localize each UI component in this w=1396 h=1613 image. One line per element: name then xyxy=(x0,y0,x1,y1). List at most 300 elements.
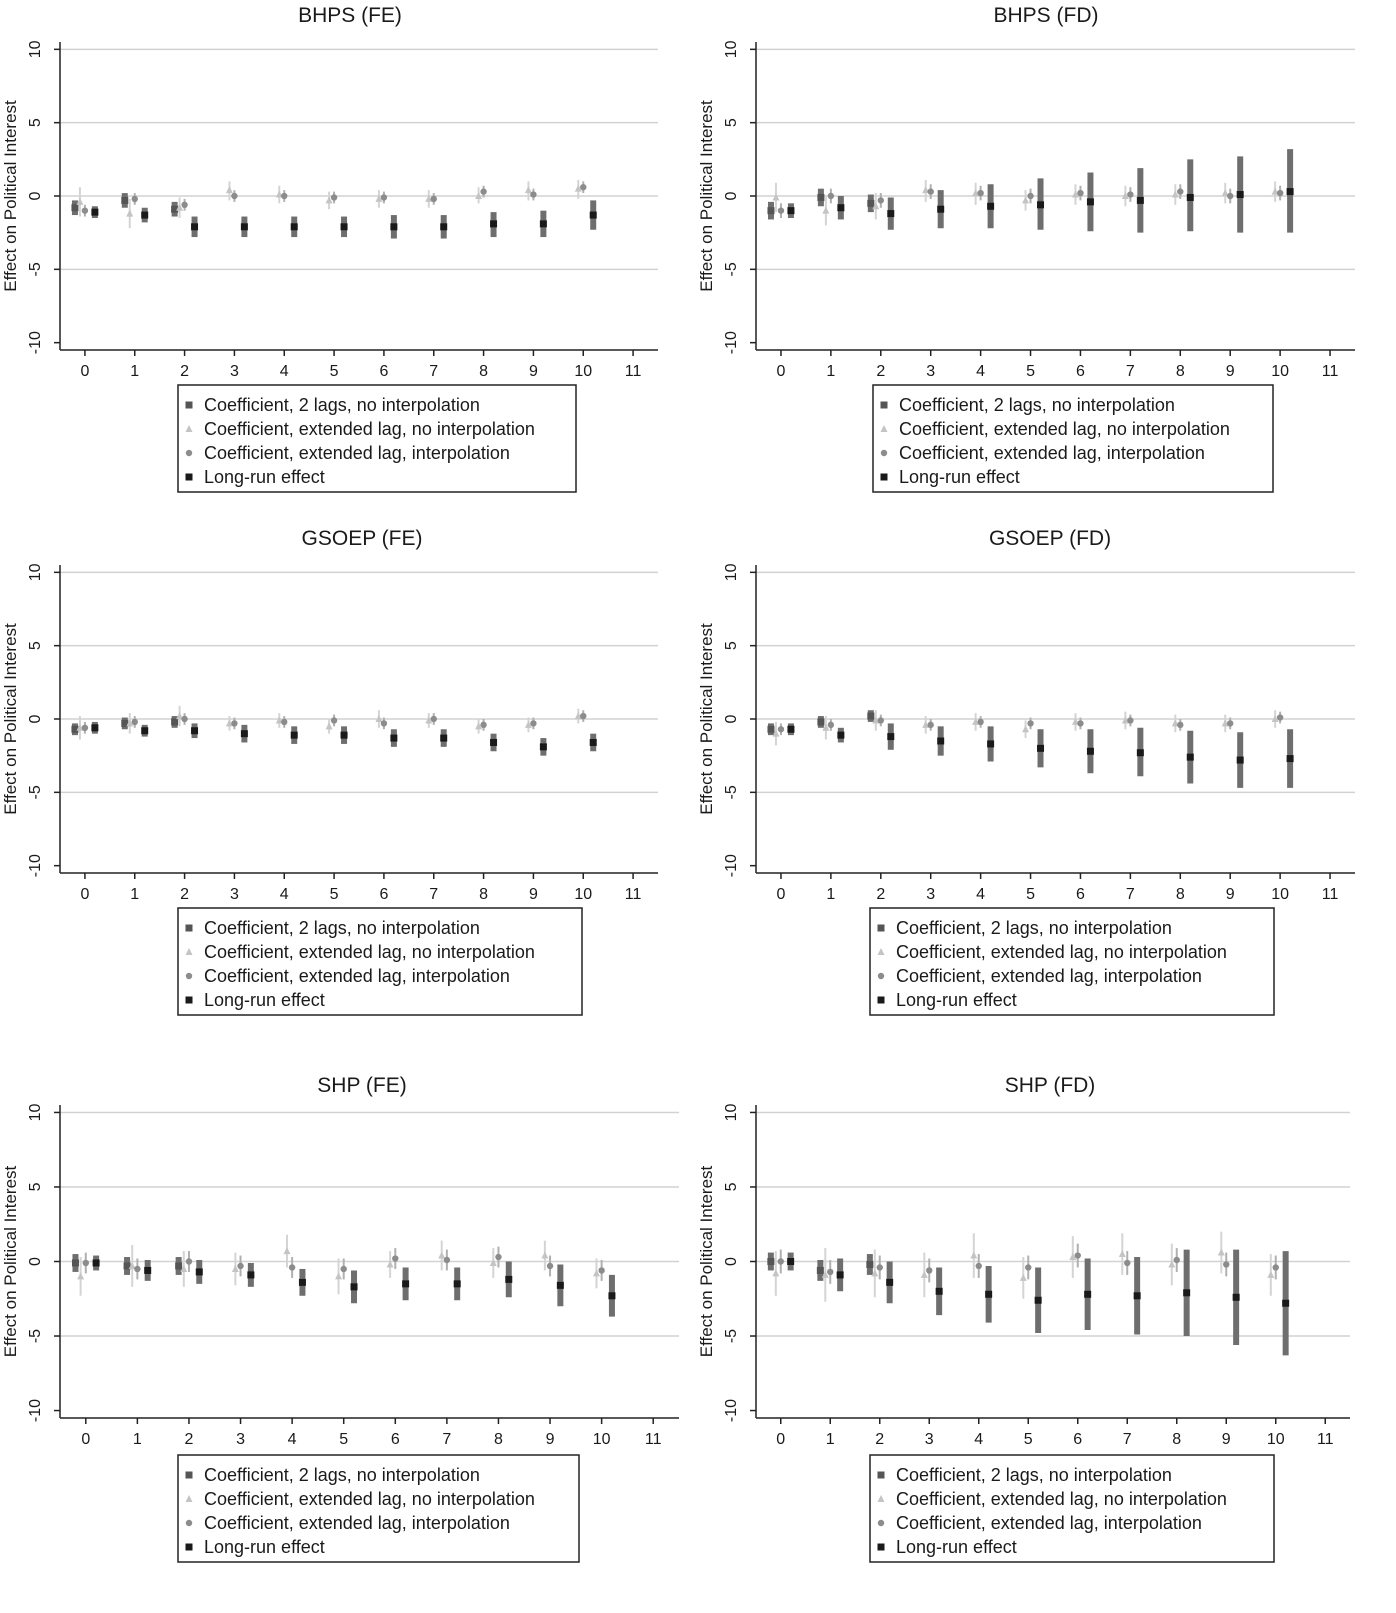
data-point xyxy=(1037,201,1044,208)
data-point xyxy=(541,1252,548,1259)
data-point xyxy=(1187,194,1194,201)
x-tick-label: 9 xyxy=(528,886,538,903)
data-point xyxy=(72,1259,79,1266)
x-tick-label: 8 xyxy=(479,886,489,903)
data-point xyxy=(590,739,597,746)
x-tick-label: 6 xyxy=(390,1431,400,1448)
data-point xyxy=(828,722,834,728)
x-tick-label: 4 xyxy=(976,363,986,380)
data-point xyxy=(817,1267,824,1274)
legend-label: Coefficient, 2 lags, no interpolation xyxy=(204,918,480,938)
data-point xyxy=(608,1292,615,1299)
data-point xyxy=(326,722,333,729)
data-point xyxy=(490,220,497,227)
legend-label: Coefficient, 2 lags, no interpolation xyxy=(899,395,1175,415)
data-point xyxy=(1124,1260,1130,1266)
data-point xyxy=(1020,1274,1027,1281)
data-point xyxy=(331,717,337,723)
data-point xyxy=(1127,191,1133,197)
data-point xyxy=(772,193,779,200)
data-point xyxy=(495,1254,501,1260)
data-point xyxy=(887,210,894,217)
data-point xyxy=(767,726,774,733)
x-tick-label: 8 xyxy=(1175,886,1185,903)
x-tick-label: 9 xyxy=(528,363,538,380)
y-tick-label: 0 xyxy=(723,1257,740,1266)
data-point xyxy=(71,204,78,211)
legend-marker xyxy=(878,973,884,979)
y-tick-label: -10 xyxy=(723,331,740,355)
x-tick-label: 1 xyxy=(825,1431,835,1448)
x-tick-label: 11 xyxy=(1321,363,1339,380)
panel-4 xyxy=(697,527,1355,1015)
legend-label: Coefficient, 2 lags, no interpolation xyxy=(204,395,480,415)
data-point xyxy=(878,197,884,203)
data-point xyxy=(444,1257,450,1263)
y-tick-label: -5 xyxy=(723,785,740,800)
data-point xyxy=(867,713,874,720)
legend-marker xyxy=(186,450,192,456)
x-tick-label: 7 xyxy=(442,1431,452,1448)
x-tick-label: 9 xyxy=(1225,363,1235,380)
data-point xyxy=(351,1283,358,1290)
x-tick-label: 0 xyxy=(776,886,786,903)
data-point xyxy=(144,1267,151,1274)
data-point xyxy=(936,1288,943,1295)
x-tick-label: 9 xyxy=(1221,1431,1231,1448)
data-point xyxy=(171,718,178,725)
panel-title: GSOEP (FE) xyxy=(301,527,423,550)
data-point xyxy=(440,735,447,742)
x-tick-label: 3 xyxy=(229,886,239,903)
data-point xyxy=(837,204,844,211)
data-point xyxy=(827,1269,833,1275)
data-point xyxy=(977,190,983,196)
x-tick-label: 5 xyxy=(339,1431,349,1448)
y-tick-label: 0 xyxy=(27,191,44,201)
y-tick-label: 5 xyxy=(723,118,740,128)
data-point xyxy=(126,210,133,217)
data-point xyxy=(837,732,844,739)
data-point xyxy=(866,1261,873,1268)
data-point xyxy=(83,1260,89,1266)
data-point xyxy=(1277,190,1283,196)
data-point xyxy=(283,1247,290,1254)
data-point xyxy=(970,1252,977,1259)
data-point xyxy=(1027,193,1033,199)
legend-marker xyxy=(878,1520,884,1526)
x-tick-label: 9 xyxy=(545,1431,555,1448)
panel-1 xyxy=(1,4,658,492)
legend-label: Coefficient, extended lag, interpolation xyxy=(896,1513,1202,1533)
data-point xyxy=(134,1266,140,1272)
y-tick-label: 10 xyxy=(27,40,44,59)
data-point xyxy=(1137,197,1144,204)
data-point xyxy=(547,1263,553,1269)
data-point xyxy=(454,1280,461,1287)
x-tick-label: 4 xyxy=(279,363,289,380)
legend-marker xyxy=(878,1544,885,1551)
data-point xyxy=(82,725,88,731)
data-point xyxy=(1087,748,1094,755)
legend-label: Long-run effect xyxy=(896,990,1017,1010)
x-tick-label: 4 xyxy=(976,886,986,903)
legend-label: Long-run effect xyxy=(896,1537,1017,1557)
data-point xyxy=(1287,188,1294,195)
y-tick-label: 5 xyxy=(27,118,44,128)
y-tick-label: -10 xyxy=(723,1398,740,1423)
panel-title: GSOEP (FD) xyxy=(988,527,1112,550)
data-point xyxy=(817,718,824,725)
x-tick-label: 10 xyxy=(1266,1431,1285,1448)
x-tick-label: 2 xyxy=(875,1431,885,1448)
x-tick-label: 2 xyxy=(180,886,190,903)
panel-6 xyxy=(697,1074,1350,1562)
data-point xyxy=(1177,722,1183,728)
data-point xyxy=(141,727,148,734)
data-point xyxy=(1084,1291,1091,1298)
data-point xyxy=(490,1259,497,1266)
legend-label: Long-run effect xyxy=(899,467,1020,487)
y-tick-label: -10 xyxy=(27,854,44,878)
x-tick-label: 6 xyxy=(379,363,389,380)
data-point xyxy=(1237,757,1244,764)
y-axis-label: Effect on Political Interest xyxy=(1,1165,20,1358)
data-point xyxy=(121,197,128,204)
y-tick-label: 10 xyxy=(723,563,740,582)
data-point xyxy=(299,1279,306,1286)
x-tick-label: 4 xyxy=(279,886,289,903)
data-point xyxy=(231,193,237,199)
data-point xyxy=(181,716,187,722)
data-point xyxy=(1227,720,1233,726)
legend-marker xyxy=(186,925,193,932)
x-tick-label: 10 xyxy=(1271,363,1290,380)
data-point xyxy=(937,206,944,213)
x-tick-label: 8 xyxy=(494,1431,503,1448)
y-tick-label: -5 xyxy=(27,785,44,800)
x-tick-label: 11 xyxy=(644,1431,662,1448)
legend-label: Coefficient, 2 lags, no interpolation xyxy=(896,1465,1172,1485)
legend-label: Coefficient, extended lag, no interpolation xyxy=(899,419,1230,439)
data-point xyxy=(1233,1294,1240,1301)
data-point xyxy=(886,1279,893,1286)
data-point xyxy=(381,194,387,200)
x-tick-label: 8 xyxy=(1175,363,1185,380)
data-point xyxy=(1025,1264,1031,1270)
data-point xyxy=(828,193,834,199)
legend xyxy=(870,908,1274,1015)
x-tick-label: 2 xyxy=(876,363,886,380)
data-point xyxy=(431,716,437,722)
data-point xyxy=(787,1258,794,1265)
x-tick-label: 3 xyxy=(926,886,936,903)
y-tick-label: -5 xyxy=(27,1328,44,1344)
legend-label: Long-run effect xyxy=(204,990,325,1010)
data-point xyxy=(132,196,138,202)
data-point xyxy=(77,1272,84,1279)
data-point xyxy=(1022,725,1029,732)
legend-marker xyxy=(186,402,193,409)
data-point xyxy=(976,1263,982,1269)
data-point xyxy=(402,1280,409,1287)
data-point xyxy=(91,209,98,216)
data-point xyxy=(505,1276,512,1283)
data-point xyxy=(767,207,774,214)
data-point xyxy=(580,184,586,190)
data-point xyxy=(1134,1292,1141,1299)
x-tick-label: 11 xyxy=(624,886,642,903)
data-point xyxy=(490,739,497,746)
x-tick-label: 10 xyxy=(574,886,593,903)
legend-marker xyxy=(878,925,885,932)
data-point xyxy=(1174,1257,1180,1263)
data-point xyxy=(291,732,298,739)
x-tick-label: 11 xyxy=(1321,886,1339,903)
data-point xyxy=(878,717,884,723)
y-tick-label: 5 xyxy=(27,1182,44,1192)
data-point xyxy=(887,733,894,740)
data-point xyxy=(241,730,248,737)
legend-marker xyxy=(878,1472,885,1479)
data-point xyxy=(787,726,794,733)
y-tick-label: 5 xyxy=(723,641,740,651)
legend-label: Long-run effect xyxy=(204,1537,325,1557)
data-point xyxy=(390,223,397,230)
panel-5 xyxy=(1,1074,679,1562)
x-tick-label: 8 xyxy=(479,363,489,380)
data-point xyxy=(1075,1252,1081,1258)
data-point xyxy=(867,200,874,207)
legend-marker xyxy=(186,973,192,979)
legend-label: Coefficient, extended lag, no interpolation xyxy=(204,942,535,962)
legend-marker xyxy=(881,474,888,481)
data-point xyxy=(141,212,148,219)
legend-label: Coefficient, extended lag, no interpolation xyxy=(896,1489,1227,1509)
data-point xyxy=(598,1267,604,1273)
data-point xyxy=(341,1266,347,1272)
x-tick-label: 6 xyxy=(379,886,389,903)
y-axis-label: Effect on Political Interest xyxy=(697,100,716,292)
legend xyxy=(178,385,576,492)
data-point xyxy=(937,738,944,745)
x-tick-label: 2 xyxy=(876,886,886,903)
data-point xyxy=(431,196,437,202)
data-point xyxy=(1267,1271,1274,1278)
data-point xyxy=(877,1264,883,1270)
data-point xyxy=(540,220,547,227)
x-tick-label: 3 xyxy=(924,1431,934,1448)
panel-title: BHPS (FE) xyxy=(298,4,402,27)
panel-title: SHP (FE) xyxy=(317,1074,407,1097)
x-tick-label: 0 xyxy=(80,886,90,903)
y-tick-label: -5 xyxy=(723,262,740,277)
x-tick-label: 5 xyxy=(329,886,339,903)
data-point xyxy=(767,1258,774,1265)
data-point xyxy=(82,207,88,213)
x-tick-label: 11 xyxy=(624,363,642,380)
data-point xyxy=(181,202,187,208)
data-point xyxy=(289,1264,295,1270)
y-tick-label: 10 xyxy=(723,1103,740,1122)
x-tick-label: 7 xyxy=(1125,886,1135,903)
x-tick-label: 3 xyxy=(236,1431,245,1448)
x-tick-label: 0 xyxy=(776,1431,786,1448)
y-tick-label: 0 xyxy=(27,1257,44,1266)
data-point xyxy=(926,1267,932,1273)
data-point xyxy=(241,223,248,230)
legend-label: Coefficient, extended lag, interpolation xyxy=(896,966,1202,986)
y-axis-label: Effect on Political Interest xyxy=(1,100,20,292)
data-point xyxy=(772,1269,779,1276)
legend-marker xyxy=(186,997,193,1004)
data-point xyxy=(132,719,138,725)
legend-marker xyxy=(186,1544,193,1551)
x-tick-label: 9 xyxy=(1225,886,1235,903)
data-point xyxy=(1227,193,1233,199)
x-tick-label: 5 xyxy=(1023,1431,1033,1448)
data-point xyxy=(331,194,337,200)
data-point xyxy=(928,188,934,194)
y-tick-label: -10 xyxy=(723,854,740,878)
x-tick-label: 3 xyxy=(229,363,239,380)
x-tick-label: 8 xyxy=(1172,1431,1182,1448)
data-point xyxy=(525,186,532,193)
x-tick-label: 10 xyxy=(1271,886,1290,903)
y-tick-label: -10 xyxy=(27,1398,44,1423)
data-point xyxy=(557,1282,564,1289)
data-point xyxy=(341,223,348,230)
data-point xyxy=(390,735,397,742)
data-point xyxy=(817,194,824,201)
data-point xyxy=(1119,1250,1126,1257)
legend xyxy=(178,1455,579,1562)
x-tick-label: 7 xyxy=(429,363,439,380)
data-point xyxy=(1077,720,1083,726)
data-point xyxy=(985,1291,992,1298)
y-tick-label: 5 xyxy=(723,1182,740,1192)
data-point xyxy=(1287,755,1294,762)
legend-label: Long-run effect xyxy=(204,467,325,487)
data-point xyxy=(247,1271,254,1278)
data-point xyxy=(381,720,387,726)
y-tick-label: 0 xyxy=(27,714,44,724)
data-point xyxy=(93,1259,100,1266)
data-point xyxy=(480,722,486,728)
data-point xyxy=(540,743,547,750)
x-tick-label: 1 xyxy=(130,363,140,380)
panel-title: BHPS (FD) xyxy=(993,4,1099,27)
data-point xyxy=(480,188,486,194)
legend-marker xyxy=(881,402,888,409)
x-tick-label: 11 xyxy=(1316,1431,1334,1448)
data-point xyxy=(231,720,237,726)
data-point xyxy=(1183,1289,1190,1296)
data-point xyxy=(1077,190,1083,196)
y-tick-label: 10 xyxy=(723,40,740,59)
data-point xyxy=(977,719,983,725)
x-tick-label: 6 xyxy=(1073,1431,1083,1448)
legend xyxy=(178,908,582,1015)
data-point xyxy=(341,732,348,739)
y-axis-label: Effect on Political Interest xyxy=(1,623,20,815)
data-point xyxy=(1237,191,1244,198)
x-tick-label: 10 xyxy=(574,363,593,380)
y-axis-label: Effect on Political Interest xyxy=(697,623,716,815)
data-point xyxy=(1282,1300,1289,1307)
data-point xyxy=(787,207,794,214)
x-tick-label: 7 xyxy=(1122,1431,1132,1448)
data-point xyxy=(1177,188,1183,194)
legend-label: Coefficient, 2 lags, no interpolation xyxy=(896,918,1172,938)
data-point xyxy=(1218,1249,1225,1256)
data-point xyxy=(1277,714,1283,720)
legend-label: Coefficient, extended lag, no interpolation xyxy=(204,419,535,439)
x-tick-label: 3 xyxy=(926,363,936,380)
x-tick-label: 2 xyxy=(180,363,190,380)
data-point xyxy=(1187,754,1194,761)
data-point xyxy=(1035,1297,1042,1304)
data-point xyxy=(778,207,784,213)
data-point xyxy=(1273,1264,1279,1270)
data-point xyxy=(530,191,536,197)
data-point xyxy=(987,203,994,210)
legend-label: Coefficient, extended lag, interpolation xyxy=(204,443,510,463)
data-point xyxy=(580,713,586,719)
legend-label: Coefficient, 2 lags, no interpolation xyxy=(204,1465,480,1485)
data-point xyxy=(778,1258,784,1264)
x-tick-label: 1 xyxy=(130,886,140,903)
y-tick-label: 10 xyxy=(27,563,44,582)
legend-marker xyxy=(186,474,193,481)
x-tick-label: 4 xyxy=(974,1431,984,1448)
legend-marker xyxy=(881,450,887,456)
data-point xyxy=(987,740,994,747)
y-tick-label: 5 xyxy=(27,641,44,651)
legend-label: Coefficient, extended lag, interpolation xyxy=(204,966,510,986)
x-tick-label: 1 xyxy=(132,1431,142,1448)
data-point xyxy=(837,1271,844,1278)
x-tick-label: 0 xyxy=(81,1431,91,1448)
x-tick-label: 1 xyxy=(826,886,836,903)
legend-marker xyxy=(878,997,885,1004)
legend xyxy=(870,1455,1274,1562)
data-point xyxy=(1037,745,1044,752)
panel-3 xyxy=(1,527,658,1015)
y-tick-label: -10 xyxy=(27,331,44,355)
y-tick-label: 10 xyxy=(27,1103,44,1122)
data-point xyxy=(928,722,934,728)
legend-label: Coefficient, extended lag, interpolation xyxy=(899,443,1205,463)
legend-marker xyxy=(186,1520,192,1526)
legend xyxy=(873,385,1273,492)
legend-label: Coefficient, extended lag, no interpolation xyxy=(204,1489,535,1509)
data-point xyxy=(1027,720,1033,726)
x-tick-label: 5 xyxy=(1026,363,1035,380)
y-tick-label: -5 xyxy=(723,1328,740,1344)
x-tick-label: 6 xyxy=(1076,886,1085,903)
data-point xyxy=(226,186,233,193)
data-point xyxy=(281,193,287,199)
y-tick-label: -5 xyxy=(27,262,44,277)
x-tick-label: 5 xyxy=(329,363,339,380)
data-point xyxy=(335,1272,342,1279)
y-axis-label: Effect on Political Interest xyxy=(697,1165,716,1358)
data-point xyxy=(778,726,784,732)
data-point xyxy=(291,223,298,230)
x-tick-label: 6 xyxy=(1076,363,1085,380)
panel-2 xyxy=(697,4,1355,492)
